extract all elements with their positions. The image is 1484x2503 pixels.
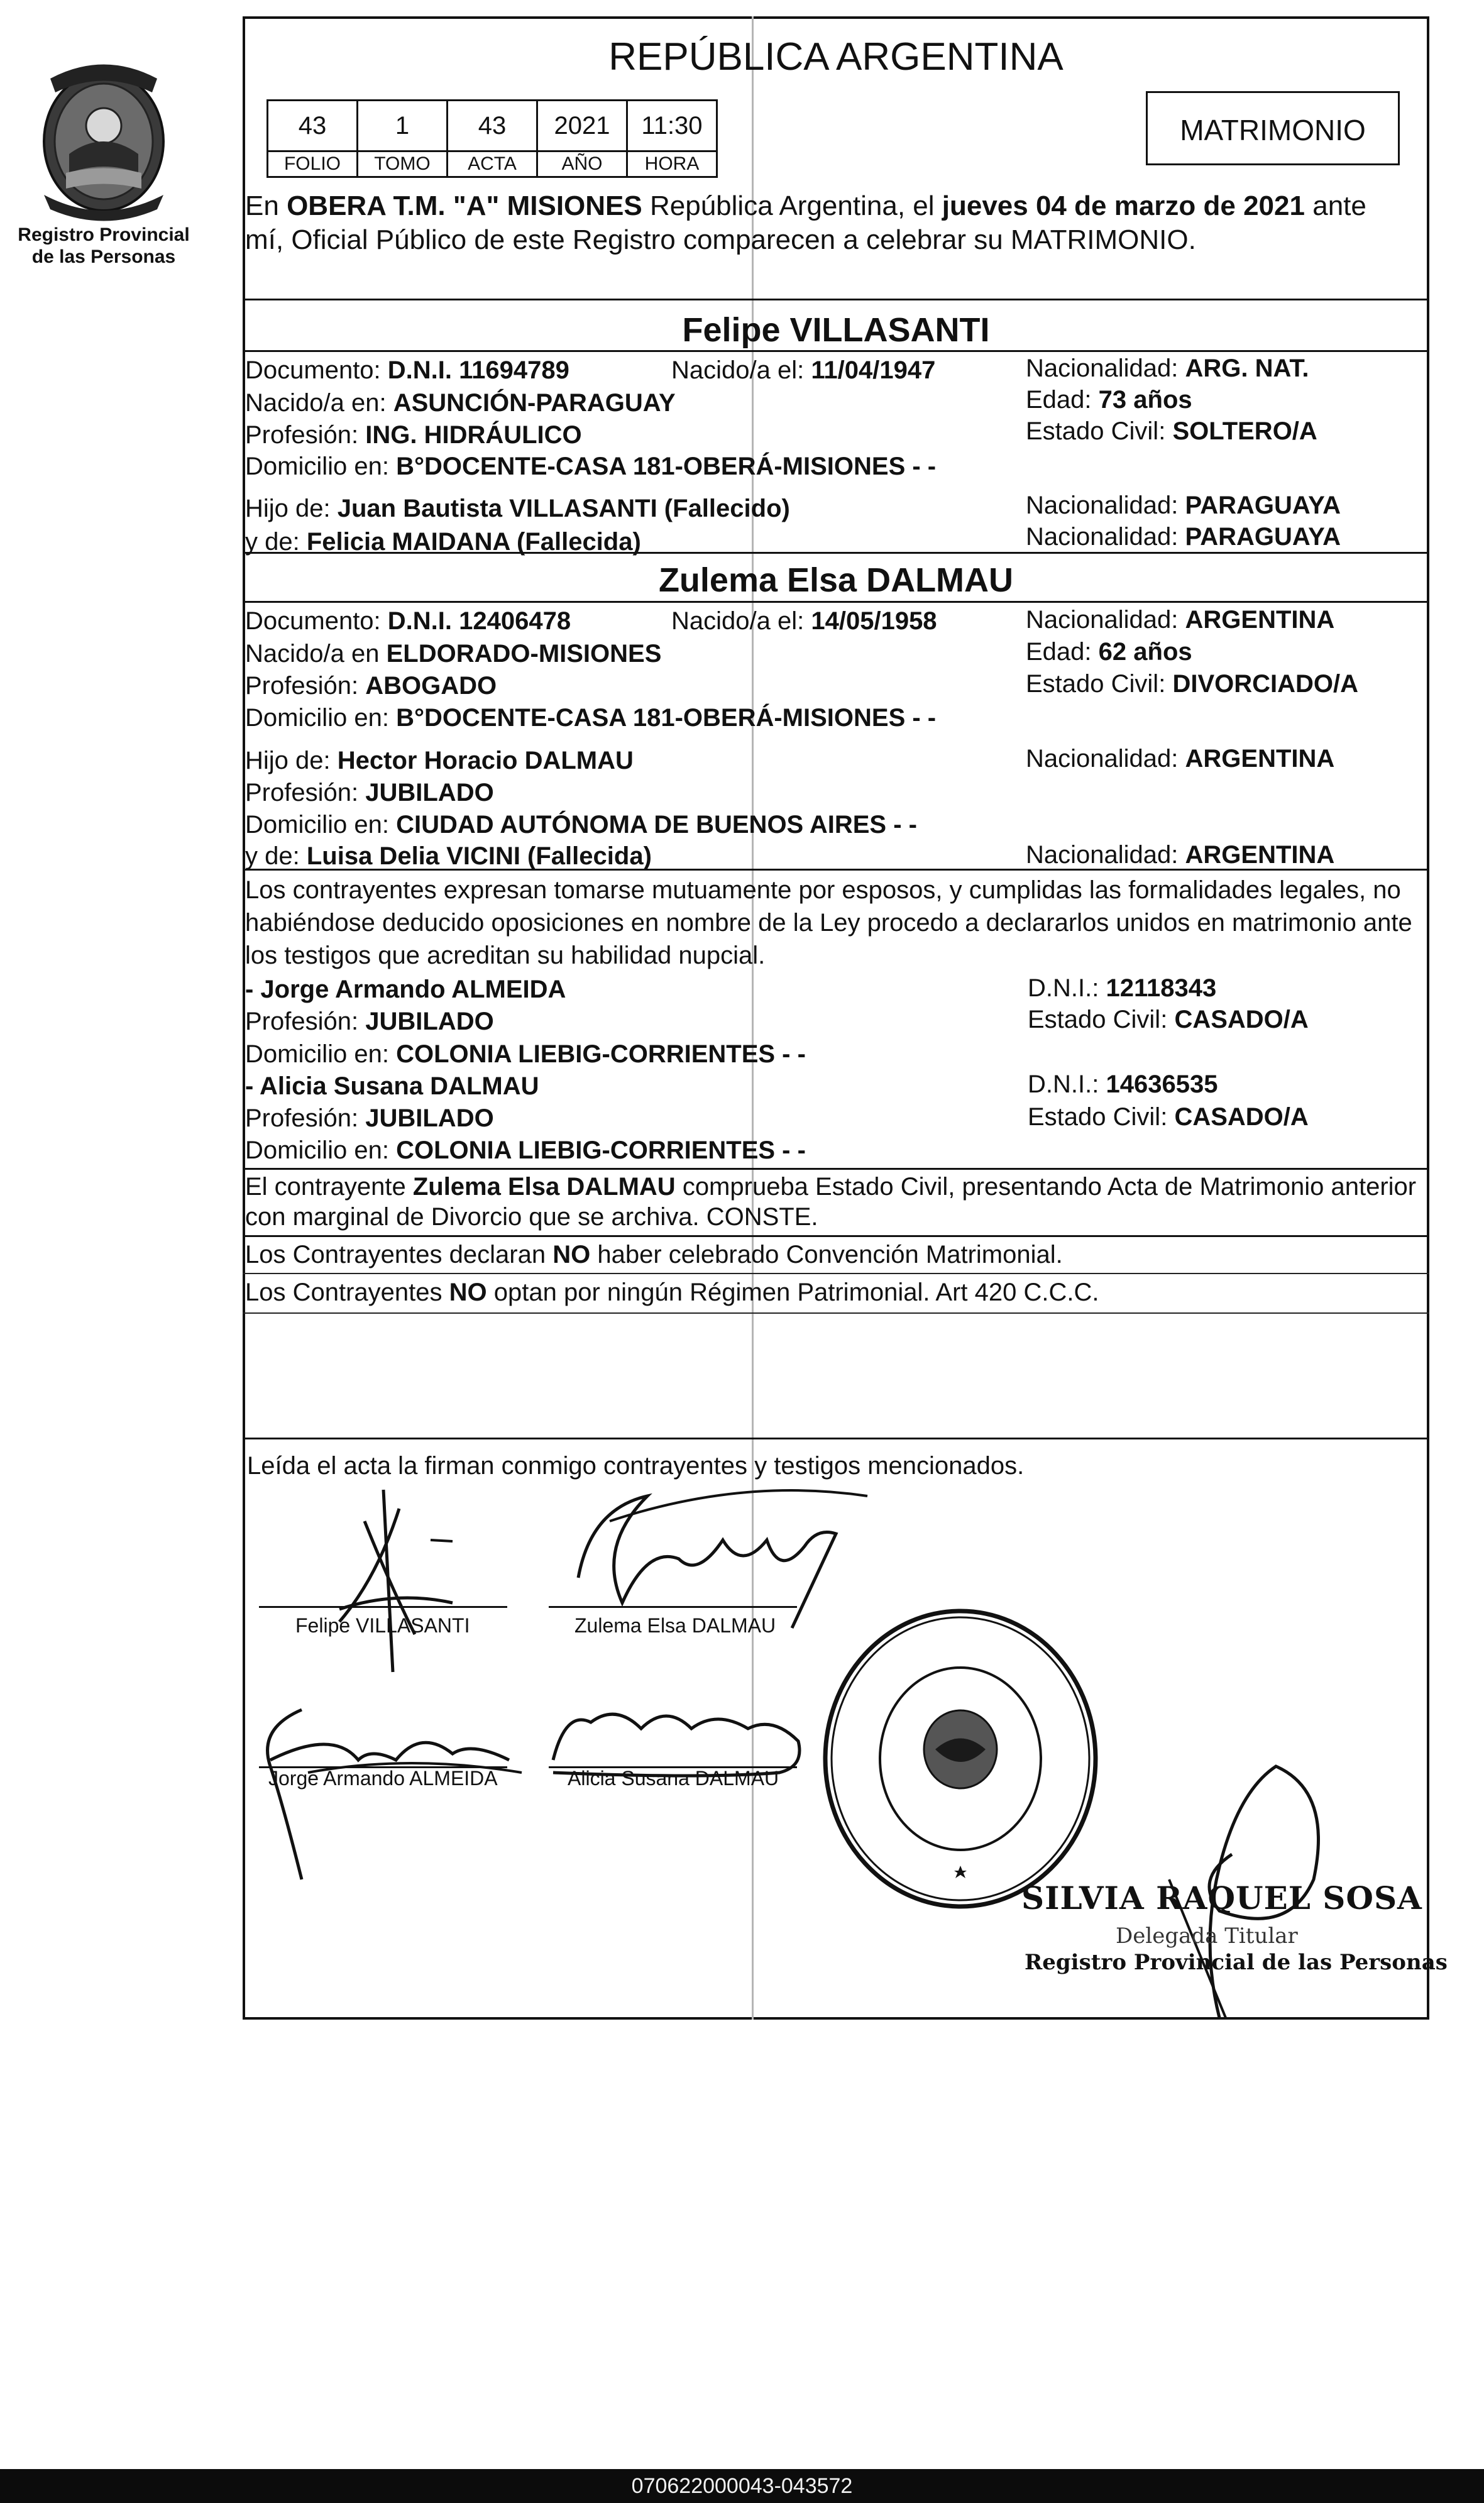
official-name: SILVIA RAQUEL SOSA <box>1021 1879 1422 1917</box>
intro-place: OBERA T.M. "A" MISIONES <box>287 190 642 221</box>
signature-line-2 <box>549 1606 797 1608</box>
signature-label-zulema: Zulema Elsa DALMAU <box>574 1614 776 1637</box>
divider <box>243 1438 1429 1439</box>
logo-caption-line1: Registro Provincial <box>18 224 190 245</box>
signature-label-jorge: Jorge Armando ALMEIDA <box>268 1767 498 1790</box>
spouse2-madre: y de: Luisa Delia VICINI (Fallecida) <box>245 842 652 870</box>
anio-value: 2021 <box>537 101 627 151</box>
hora-label: HORA <box>627 151 717 177</box>
spouse2-nacido-en: Nacido/a en ELDORADO-MISIONES <box>245 640 662 668</box>
intro-line1 <box>245 190 1366 223</box>
signature-label-alicia: Alicia Susana DALMAU <box>568 1767 779 1790</box>
acta-value: 43 <box>448 101 537 151</box>
intro-date: jueves 04 de marzo de 2021 <box>942 190 1305 221</box>
spouse2-madre-nacionalidad: Nacionalidad: ARGENTINA <box>1026 841 1335 869</box>
misiones-coat-of-arms-logo <box>31 53 176 223</box>
signature-label-felipe: Felipe VILLASANTI <box>295 1614 470 1637</box>
folio-label: FOLIO <box>268 151 358 177</box>
spouse1-madre-nacionalidad: Nacionalidad: PARAGUAYA <box>1026 523 1341 551</box>
spouse2-nacido-el: Nacido/a el: 14/05/1958 <box>671 607 937 635</box>
divider <box>243 601 1429 603</box>
signatures-intro: Leída el acta la firman conmigo contrayentes y testigos mencionados. <box>247 1452 1025 1480</box>
spouse1-nacido-el: Nacido/a el: 11/04/1947 <box>671 356 936 384</box>
witness1-profesion: Profesión: JUBILADO <box>245 1008 494 1035</box>
official-office: Registro Provincial de las Personas <box>1025 1950 1448 1975</box>
intro-p2: República Argentina, el <box>649 190 935 221</box>
divider <box>243 1273 1429 1274</box>
spouse1-estado-civil: Estado Civil: SOLTERO/A <box>1026 417 1317 445</box>
witness2-estado-civil: Estado Civil: CASADO/A <box>1028 1103 1309 1131</box>
official-stamp <box>816 1602 1105 1916</box>
spouse1-nacionalidad: Nacionalidad: ARG. NAT. <box>1026 355 1309 382</box>
spouse2-padre-nacionalidad: Nacionalidad: ARGENTINA <box>1026 745 1335 773</box>
convention-line1: Los Contrayentes declaran NO haber celebrado Convención Matrimonial. <box>245 1241 1063 1268</box>
spouse1-padre: Hijo de: Juan Bautista VILLASANTI (Fallecido) <box>245 495 790 522</box>
divider <box>243 299 1429 300</box>
witness1-estado-civil: Estado Civil: CASADO/A <box>1028 1006 1309 1033</box>
note-line1: El contrayente Zulema Elsa DALMAU comprueba Estado Civil, presentando Acta de Matrimonio anterior <box>245 1173 1417 1201</box>
divider <box>243 869 1429 871</box>
divider <box>243 552 1429 554</box>
declaration-line3: los testigos que acreditan su habilidad nupcial. <box>245 942 766 969</box>
note-line2: con marginal de Divorcio que se archiva. CONSTE. <box>245 1203 818 1231</box>
divider <box>243 1312 1429 1314</box>
witness2-dni: D.N.I.: 14636535 <box>1028 1070 1218 1098</box>
tomo-value: 1 <box>358 101 448 151</box>
intro-p3: ante <box>1312 190 1366 221</box>
spouse1-documento: Documento: D.N.I. 11694789 <box>245 356 569 384</box>
spouse1-name: Felipe VILLASANTI <box>682 311 990 349</box>
witness1-dni: D.N.I.: 12118343 <box>1028 974 1217 1002</box>
witness2-profesion: Profesión: JUBILADO <box>245 1104 494 1132</box>
spouse1-domicilio: Domicilio en: B°DOCENTE-CASA 181-OBERÁ-MISIONES - - <box>245 453 937 480</box>
spouse2-name: Zulema Elsa DALMAU <box>658 561 1014 599</box>
witness2-name: - Alicia Susana DALMAU <box>245 1072 539 1100</box>
witness2-domicilio: Domicilio en: COLONIA LIEBIG-CORRIENTES - - <box>245 1136 806 1164</box>
spouse2-padre-domicilio: Domicilio en: CIUDAD AUTÓNOMA DE BUENOS AIRES - - <box>245 811 917 839</box>
spouse2-profesion: Profesión: ABOGADO <box>245 672 497 700</box>
signature-line-1 <box>259 1606 507 1608</box>
intro-line2: mí, Oficial Público de este Registro comparecen a celebrar su MATRIMONIO. <box>245 224 1196 255</box>
spouse1-profesion: Profesión: ING. HIDRÁULICO <box>245 421 582 449</box>
acta-label: ACTA <box>448 151 537 177</box>
divider <box>243 350 1429 352</box>
spouse2-estado-civil: Estado Civil: DIVORCIADO/A <box>1026 670 1359 698</box>
spouse2-edad: Edad: 62 años <box>1026 638 1192 666</box>
spouse2-padre: Hijo de: Hector Horacio DALMAU <box>245 747 634 774</box>
hora-value: 11:30 <box>627 101 717 151</box>
spouse2-documento: Documento: D.N.I. 12406478 <box>245 607 571 635</box>
signature-jorge <box>245 1691 534 1898</box>
spouse1-edad: Edad: 73 años <box>1026 386 1192 414</box>
anio-label: AÑO <box>537 151 627 177</box>
divider <box>243 1235 1429 1237</box>
convention-line2: Los Contrayentes NO optan por ningún Régimen Patrimonial. Art 420 C.C.C. <box>245 1279 1099 1306</box>
signature-felipe <box>302 1483 490 1691</box>
country-title: REPÚBLICA ARGENTINA <box>608 35 1064 79</box>
record-table <box>267 99 718 178</box>
act-type-box: MATRIMONIO <box>1146 91 1400 165</box>
logo-caption-line2: de las Personas <box>31 246 176 267</box>
document-code: 070622000043-043572 <box>631 2474 853 2498</box>
spouse1-madre: y de: Felicia MAIDANA (Fallecida) <box>245 528 641 556</box>
spouse1-nacido-en: Nacido/a en: ASUNCIÓN-PARAGUAY <box>245 389 676 417</box>
spouse1-padre-nacionalidad: Nacionalidad: PARAGUAYA <box>1026 492 1341 519</box>
folio-value: 43 <box>268 101 358 151</box>
declaration-line1: Los contrayentes expresan tomarse mutuamente por esposos, y cumplidas las formalidades legales, no <box>245 876 1401 904</box>
witness1-domicilio: Domicilio en: COLONIA LIEBIG-CORRIENTES - - <box>245 1040 806 1068</box>
official-title: Delegada Titular <box>1116 1923 1298 1949</box>
spouse2-domicilio: Domicilio en: B°DOCENTE-CASA 181-OBERÁ-MISIONES - - <box>245 704 937 732</box>
spouse2-nacionalidad: Nacionalidad: ARGENTINA <box>1026 606 1335 634</box>
intro-p1: En <box>245 190 279 221</box>
divider <box>243 1168 1429 1170</box>
tomo-label: TOMO <box>358 151 448 177</box>
spouse2-padre-profesion: Profesión: JUBILADO <box>245 779 494 806</box>
witness1-name: - Jorge Armando ALMEIDA <box>245 976 566 1003</box>
declaration-line2: habiéndose deducido oposiciones en nombre de la Ley procedo a declararlos unidos en matrimonio ante <box>245 909 1412 937</box>
